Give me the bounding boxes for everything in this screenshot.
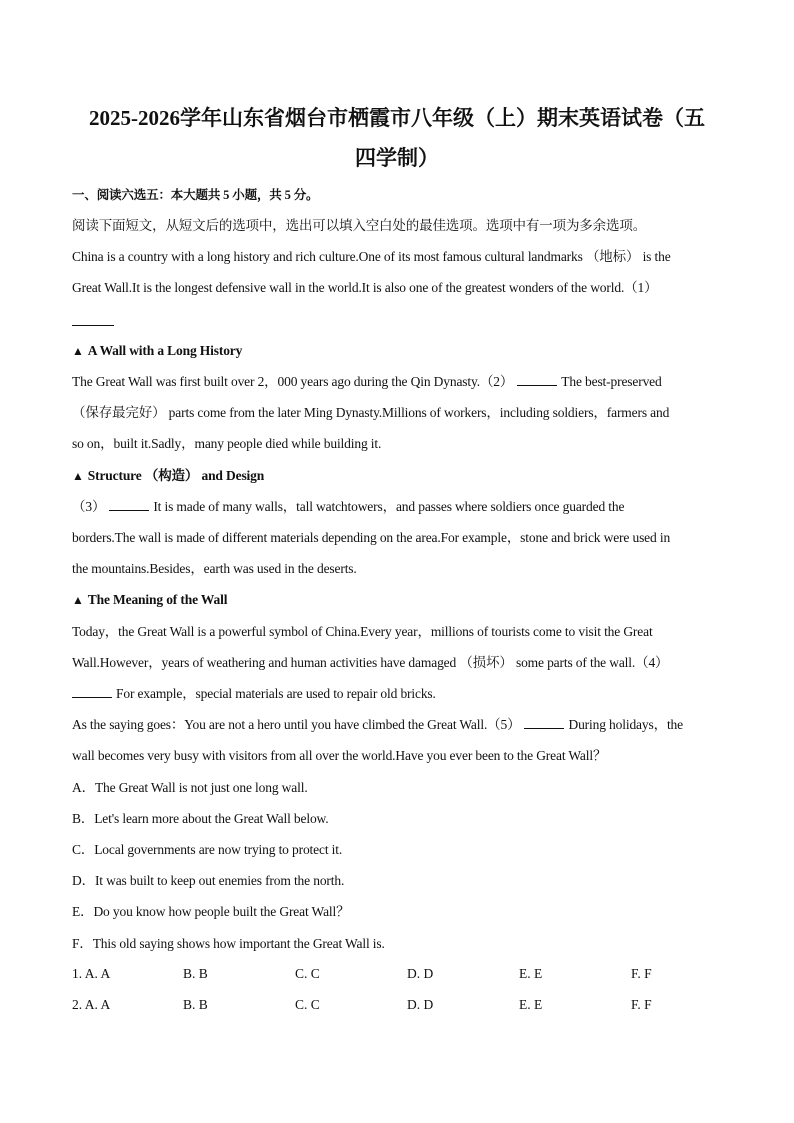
option-e: E．Do you know how people built the Great Wall？ [72,904,350,919]
passage-line: so on，built it.Sadly，many people died while building it. [72,436,382,451]
choice-f[interactable]: F. F [631,997,652,1012]
answer-blank-3 [109,498,149,511]
choice-a[interactable]: 1. A. A [72,966,111,981]
choice-d[interactable]: D. D [407,966,434,981]
passage-line: Great Wall.It is the longest defensive wall in the world.It is also one of the greatest wonders of the world.（1） [72,280,658,295]
answer-blank-1 [72,325,114,326]
passage-line: the mountains.Besides，earth was used in the deserts. [72,561,357,576]
choice-d[interactable]: D. D [407,997,434,1012]
passage-line [72,685,722,703]
passage-text: During holidays，the [568,717,683,732]
option-d: D．It was built to keep out enemies from the north. [72,873,345,888]
passage-text: As the saying goes：You are not a hero until you have climbed the Great Wall.（5） [72,717,521,732]
section-heading: 一、阅读六选五：本大题共 5 小题，共 5 分。 [72,188,319,202]
passage-line [72,498,722,516]
passage-text: The best-preserved [561,374,662,389]
triangle-icon: ▲ [72,469,84,483]
choice-c[interactable]: C. C [295,966,320,981]
triangle-icon: ▲ [72,593,84,607]
subheading-text: A Wall with a Long History [87,343,243,358]
passage-line: China is a country with a long history and rich culture.One of its most famous cultural landmarks （地标） is the [72,249,671,264]
option-a: A．The Great Wall is not just one long wall. [72,780,308,795]
passage-line: Today，the Great Wall is a powerful symbol of China.Every year，millions of tourists come to visit the Great [72,624,653,639]
passage-line: wall becomes very busy with visitors from all over the world.Have you ever been to the Great Wall？ [72,748,607,763]
exam-title-line2: 四学制） [355,146,439,170]
instruction-text: 阅读下面短文，从短文后的选项中，选出可以填入空白处的最佳选项。选项中有一项为多余选项。 [72,218,647,233]
choice-c[interactable]: C. C [295,997,320,1012]
answer-row-2 [72,997,722,1015]
choice-a[interactable]: 2. A. A [72,997,111,1012]
choice-e[interactable]: E. E [519,997,543,1012]
passage-text: It is made of many walls，tall watchtowers，and passes where soldiers once guarded the [153,499,625,514]
subheading-text: Structure （构造） and Design [87,468,265,483]
option-f: F．This old saying shows how important the Great Wall is. [72,936,385,951]
choice-f[interactable]: F. F [631,966,652,981]
subheading-text: The Meaning of the Wall [87,592,228,607]
option-c: C．Local governments are now trying to protect it. [72,842,343,857]
passage-text: （3） [72,499,106,514]
passage-line: Wall.However，years of weathering and human activities have damaged （损坏） some parts of the wall.（4） [72,655,669,670]
choice-e[interactable]: E. E [519,966,543,981]
answer-blank-2 [517,373,557,386]
answer-blank-5 [524,716,564,729]
passage-text: For example，special materials are used to repair old bricks. [116,686,436,701]
passage-line: borders.The wall is made of different materials depending on the area.For example，stone and brick were used in [72,530,671,545]
subheading-structure [72,467,722,485]
choice-b[interactable]: B. B [183,997,208,1012]
option-b: B．Let's learn more about the Great Wall below. [72,811,329,826]
answer-row-1 [72,966,722,984]
subheading-meaning [72,591,722,609]
choice-b[interactable]: B. B [183,966,208,981]
answer-blank-4 [72,685,112,698]
passage-line [72,373,722,391]
triangle-icon: ▲ [72,344,84,358]
exam-title-line1: 2025-2026学年山东省烟台市栖霞市八年级（上）期末英语试卷（五 [89,106,705,130]
passage-line [72,716,722,734]
passage-text: The Great Wall was first built over 2，000 years ago during the Qin Dynasty.（2） [72,374,514,389]
subheading-history [72,342,722,360]
passage-line: （保存最完好） parts come from the later Ming Dynasty.Millions of workers，including soldiers，farmers and [72,405,670,420]
